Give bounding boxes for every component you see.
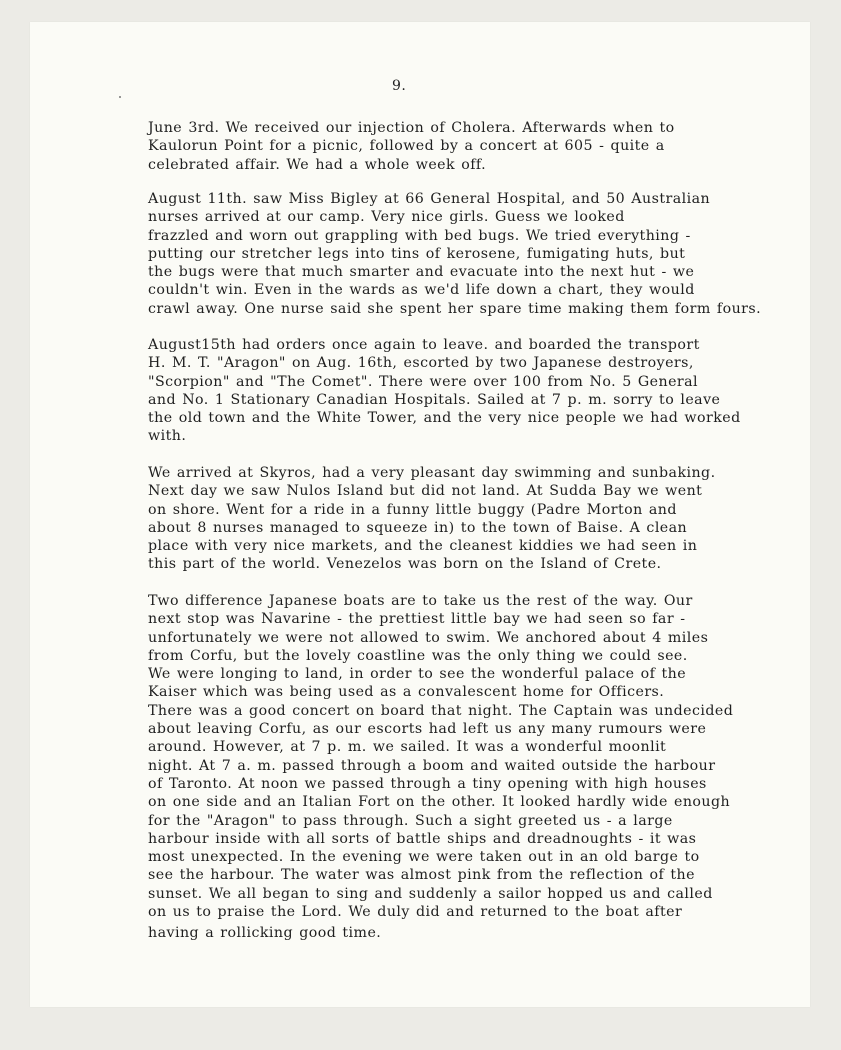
text-line: sunset. We all began to sing and suddenly a sailor hopped us and called (148, 885, 713, 902)
paragraph-august-15th (148, 336, 741, 446)
text-line: August15th had orders once again to leave. and boarded the transport (148, 337, 700, 353)
text-line: on us to praise the Lord. We duly did and returned to the boat after (148, 904, 683, 921)
paragraph-japanese-boats (148, 592, 733, 943)
text-line: There was a good concert on board that night. The Captain was undecided (148, 702, 734, 719)
text-line: celebrated affair. We had a whole week off. (148, 156, 487, 173)
paragraph-june-3rd (148, 119, 675, 174)
text-line: crawl away. One nurse said she spent her spare time making them form fours. (148, 300, 762, 317)
text-line: "Scorpion" and "The Comet". There were over 100 from No. 5 General (148, 373, 699, 390)
text-line: harbour inside with all sorts of battle ships and dreadnoughts - it was (148, 830, 697, 847)
paragraph-skyros (148, 464, 716, 574)
text-line: June 3rd. We received our injection of Cholera. Afterwards when to (148, 120, 675, 136)
text-line: putting our stretcher legs into tins of kerosene, fumigating huts, but (148, 245, 686, 262)
text-line: on one side and an Italian Fort on the other. It looked hardly wide enough (148, 794, 731, 811)
text-line: from Corfu, but the lovely coastline was the only thing we could see. (148, 647, 688, 664)
text-line: night. At 7 a. m. passed through a boom and waited outside the harbour (148, 757, 716, 774)
text-line: Kaiser which was being used as a convalescent home for Officers. (148, 684, 665, 701)
text-line: about 8 nurses managed to squeeze in) to the town of Baise. A clean (148, 519, 688, 536)
text-line: the old town and the White Tower, and the very nice people we had worked (148, 410, 741, 427)
text-line: We were longing to land, in order to see the wonderful palace of the (148, 666, 687, 683)
text-line: about leaving Corfu, as our escorts had left us any many rumours were (148, 721, 707, 738)
page-number: 9. (392, 78, 407, 94)
text-line: with. (148, 428, 187, 445)
text-line: for the "Aragon" to pass through. Such a sight greeted us - a large (148, 812, 673, 829)
text-line: H. M. T. "Aragon" on Aug. 16th, escorted by two Japanese destroyers, (148, 355, 694, 372)
stray-ink-mark (119, 96, 121, 98)
text-line: this part of the world. Venezelos was born on the Island of Crete. (148, 556, 662, 573)
text-line: place with very nice markets, and the cleanest kiddies we had seen in (148, 538, 698, 555)
text-line: We arrived at Skyros, had a very pleasant day swimming and sunbaking. (148, 465, 716, 481)
text-line: next stop was Navarine - the prettiest little bay we had seen so far - (148, 611, 686, 628)
text-line: most unexpected. In the evening we were taken out in an old barge to (148, 849, 700, 866)
text-line: nurses arrived at our camp. Very nice girls. Guess we looked (148, 209, 625, 226)
text-line: August 11th. saw Miss Bigley at 66 General Hospital, and 50 Australian (148, 191, 711, 207)
text-line: unfortunately we were not allowed to swim. We anchored about 4 miles (148, 629, 709, 646)
text-line: frazzled and worn out grappling with bed bugs. We tried everything - (148, 227, 691, 244)
text-line: Next day we saw Nulos Island but did not land. At Sudda Bay we went (148, 483, 703, 500)
text-line: Kaulorun Point for a picnic, followed by a concert at 605 - quite a (148, 138, 665, 155)
paragraph-august-11th (148, 190, 761, 318)
text-line: the bugs were that much smarter and evacuate into the next hut - we (148, 264, 695, 281)
text-line: see the harbour. The water was almost pink from the reflection of the (148, 867, 695, 884)
text-line: around. However, at 7 p. m. we sailed. It was a wonderful moonlit (148, 739, 667, 756)
text-line: and No. 1 Stationary Canadian Hospitals. Sailed at 7 p. m. sorry to leave (148, 391, 721, 408)
text-line: on shore. Went for a ride in a funny little buggy (Padre Morton and (148, 501, 677, 518)
text-line: having a rollicking good time. (148, 925, 382, 942)
text-line: of Taronto. At noon we passed through a tiny opening with high houses (148, 775, 707, 792)
text-line: couldn't win. Even in the wards as we'd life down a chart, they would (148, 282, 695, 299)
text-line: Two difference Japanese boats are to take us the rest of the way. Our (148, 593, 693, 609)
